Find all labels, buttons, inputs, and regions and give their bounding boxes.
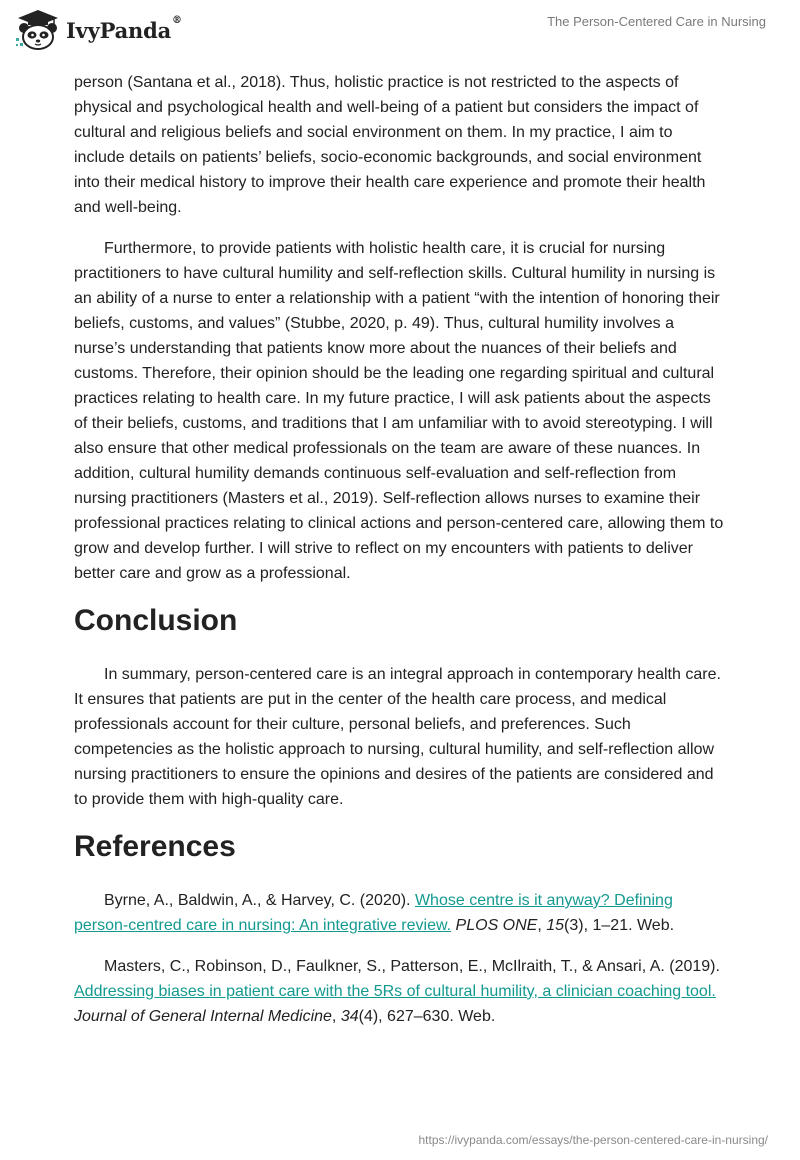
ivypanda-logo[interactable] (14, 8, 182, 52)
brand-name: IvyPanda® (66, 14, 182, 43)
source-url[interactable]: https://ivypanda.com/essays/the-person-centered-care-in-nursing/ (418, 1133, 768, 1147)
reference-item: Byrne, A., Baldwin, A., & Harvey, C. (2020). Whose centre is it anyway? Defining person-centred care in nursing: An integrative review. PLOS ONE, 15(3), 1–21. Web. (74, 892, 675, 934)
essay-body (74, 70, 724, 1045)
references-heading: References (74, 830, 236, 863)
page-header (0, 0, 800, 66)
conclusion-paragraph: In summary, person-centered care is an integral approach in contemporary health care. It ensures that patients are put in the center of the health care process, and medical professionals account for their culture, personal beliefs, and preferences. Such competencies as the holistic approach to nursing, cultural humility, and self-reflection allow nursing practitioners to ensure the opinions and desires of the patients are considered and to provide them with high-quality care. (74, 666, 721, 808)
reference-link[interactable]: Addressing biases in patient care with the 5Rs of cultural humility, a clinician coaching tool. (74, 983, 716, 1000)
reference-link[interactable]: Whose centre is it anyway? Defining person-centred care in nursing: An integrative review. (74, 892, 673, 934)
panda-logo-icon (14, 8, 62, 52)
paragraph-cultural-humility: Furthermore, to provide patients with holistic health care, it is crucial for nursing practitioners to have cultural humility and self-reflection skills. Cultural humility in nursing is an ability of a nurse to enter a relationship with a patient “with the intention of honoring their beliefs, customs, and values” (Stubbe, 2020, p. 49). Thus, cultural humility involves a nurse’s understanding that patients know more about the nuances of their beliefs and customs. Therefore, their opinion should be the leading one regarding spiritual and cultural practices relating to health care. In my future practice, I will ask patients about the aspects of their beliefs, customs, and traditions that I am unfamiliar with to avoid stereotyping. I will also ensure that other medical professionals on the team are aware of these nuances. In addition, cultural humility demands continuous self-evaluation and self-reflection from nursing practitioners (Masters et al., 2019). Self-reflection allows nurses to examine their professional practices relating to clinical actions and person-centered care, allowing them to grow and develop further. I will strive to reflect on my encounters with patients to deliver better care and grow as a professional. (74, 240, 724, 582)
document-title: The Person-Centered Care in Nursing (547, 14, 766, 29)
paragraph-holistic-practice: person (Santana et al., 2018). Thus, holistic practice is not restricted to the aspects of physical and psychological health and well-being of a patient but considers the impact of cultural and religious beliefs and social environment on them. In my practice, I aim to include details on patients’ beliefs, socio-economic backgrounds, and social environment into their medical history to improve their health care experience and promote their health and well-being. (74, 74, 706, 216)
reference-item: Masters, C., Robinson, D., Faulkner, S., Patterson, E., McIlraith, T., & Ansari, A. (2019). Addressing biases in patient care with the 5Rs of cultural humility, a clinician coaching tool. Journal of General Internal Medicine, 34(4), 627–630. Web. (74, 958, 720, 1025)
conclusion-heading: Conclusion (74, 604, 238, 637)
